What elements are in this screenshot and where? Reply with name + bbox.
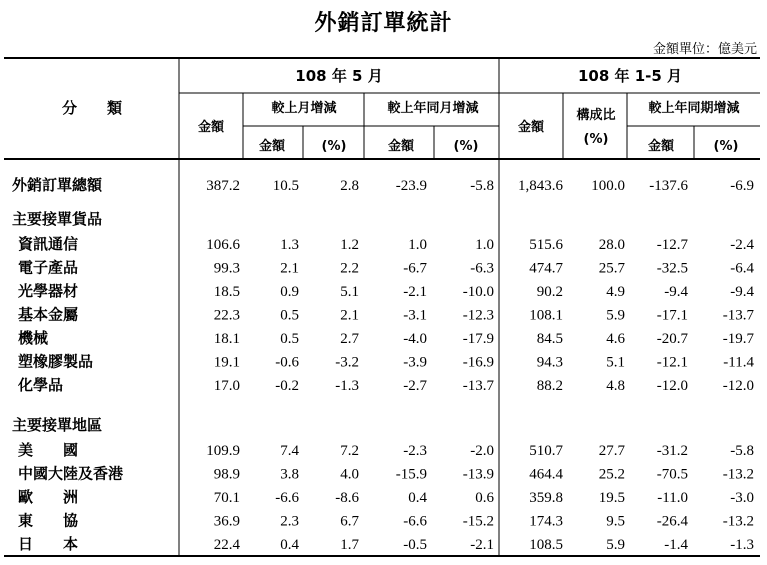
- table-cell: 22.4: [213, 537, 240, 553]
- table-cell: 36.9: [213, 513, 240, 530]
- table-cell: -4.0: [403, 331, 427, 347]
- row-label: 機械: [18, 329, 49, 347]
- table-cell: -32.5: [656, 260, 688, 277]
- table-cell: 5.9: [606, 537, 625, 553]
- table-cell: -2.4: [730, 237, 754, 253]
- table-cell: 464.4: [529, 466, 563, 483]
- table-cell: -13.9: [462, 466, 494, 483]
- table-cell: 88.2: [536, 378, 563, 394]
- table-cell: 25.2: [598, 466, 625, 483]
- table-cell: -1.3: [335, 378, 359, 394]
- table-cell: 0.6: [475, 490, 494, 506]
- header-vs-same-month: 較上年同月增減: [387, 101, 479, 116]
- table-cell: -16.9: [462, 354, 494, 371]
- table-cell: 359.8: [529, 490, 563, 506]
- table-cell: -2.3: [403, 443, 427, 459]
- table-cell: 5.1: [340, 284, 359, 300]
- table-cell: 7.4: [280, 443, 299, 459]
- table-cell: 4.0: [340, 466, 359, 483]
- table-cell: 1.2: [340, 237, 359, 253]
- subheader-pct: (%): [713, 139, 739, 154]
- header-vs-same-period: 較上年同期增減: [648, 101, 740, 116]
- row-label: 歐 洲: [18, 488, 79, 506]
- table-cell: 9.5: [606, 513, 625, 530]
- table-cell: 2.2: [340, 260, 359, 277]
- header-amount-ytd: 金額: [517, 120, 545, 135]
- table-cell: -26.4: [656, 513, 688, 530]
- subheader-amount: 金額: [647, 139, 675, 154]
- table-cell: 99.3: [213, 260, 240, 277]
- table-cell: -13.7: [462, 378, 494, 394]
- table-cell: 6.7: [340, 513, 359, 530]
- table-cell: 5.1: [606, 354, 625, 371]
- table-cell: -2.7: [403, 378, 427, 394]
- table-cell: 0.4: [408, 490, 427, 506]
- table-cell: -0.2: [275, 378, 299, 394]
- table-cell: 2.3: [280, 513, 299, 530]
- table-cell: -6.6: [403, 513, 427, 530]
- table-cell: 7.2: [340, 443, 359, 459]
- table-cell: -9.4: [664, 284, 688, 300]
- unit-note: 金額單位：億美元: [652, 42, 757, 57]
- table-cell: -15.2: [462, 513, 494, 530]
- table-cell: 1.7: [340, 537, 359, 553]
- table-cell: -12.0: [722, 378, 754, 394]
- row-label: 資訊通信: [18, 235, 79, 253]
- table-cell: 94.3: [536, 354, 563, 371]
- table-cell: -0.5: [403, 537, 427, 553]
- table-cell: -2.0: [470, 443, 494, 459]
- table-cell: 2.8: [340, 178, 359, 194]
- table-cell: 90.2: [536, 284, 563, 300]
- table-cell: -23.9: [395, 178, 427, 194]
- table-cell: 1.0: [408, 237, 427, 253]
- table-cell: 4.9: [606, 284, 625, 300]
- table-cell: -12.3: [462, 307, 494, 324]
- table-cell: -3.1: [403, 307, 427, 324]
- table-cell: -12.0: [656, 378, 688, 394]
- table-cell: 10.5: [272, 178, 299, 194]
- table-cell: -6.7: [403, 260, 427, 277]
- table-cell: 4.8: [606, 378, 625, 394]
- table-cell: 19.1: [213, 354, 240, 371]
- table-cell: -5.8: [730, 443, 754, 459]
- table-cell: 387.2: [206, 178, 240, 194]
- table-cell: 25.7: [598, 260, 625, 277]
- table-cell: -6.4: [730, 260, 754, 277]
- table-cell: 18.1: [213, 331, 240, 347]
- table-cell: 109.9: [206, 443, 240, 459]
- row-label: 美 國: [18, 441, 79, 459]
- row-label: 塑橡膠製品: [18, 352, 94, 371]
- table-cell: 106.6: [206, 237, 240, 253]
- section-title: 主要接單地區: [12, 416, 103, 434]
- table-cell: -6.6: [275, 490, 299, 506]
- row-label: 日 本: [18, 535, 79, 553]
- table-cell: 2.1: [280, 260, 299, 277]
- subheader-pct: (%): [321, 139, 347, 154]
- row-label: 化學品: [18, 376, 64, 394]
- table-cell: -17.1: [656, 307, 688, 324]
- section-title: 主要接單貨品: [12, 210, 103, 228]
- table-cell: -1.3: [730, 537, 754, 553]
- table-cell: 174.3: [529, 513, 563, 530]
- table-cell: -5.8: [470, 178, 494, 194]
- table-cell: -11.0: [657, 490, 688, 506]
- table-cell: 19.5: [598, 490, 625, 506]
- header-amount-month: 金額: [197, 120, 225, 135]
- row-label: 中國大陸及香港: [18, 464, 124, 483]
- header-share-pct: (%): [583, 132, 609, 147]
- table-cell: 474.7: [529, 260, 563, 277]
- table-cell: 2.7: [340, 331, 359, 347]
- table-cell: -20.7: [656, 331, 688, 347]
- table-cell: 1.0: [475, 237, 494, 253]
- table-cell: -13.2: [722, 513, 754, 530]
- table-cell: -15.9: [395, 466, 427, 483]
- table-cell: 27.7: [598, 443, 625, 459]
- table-cell: 0.5: [280, 307, 299, 324]
- table-cell: -17.9: [462, 331, 494, 347]
- table-cell: -10.0: [462, 284, 494, 300]
- table-cell: 1.3: [280, 237, 299, 253]
- table-cell: -9.4: [730, 284, 754, 300]
- total-row-label: 外銷訂單總額: [12, 176, 103, 194]
- subheader-amount: 金額: [258, 139, 286, 154]
- table-cell: 2.1: [340, 307, 359, 324]
- table-cell: -2.1: [470, 537, 494, 553]
- table-cell: 3.8: [280, 466, 299, 483]
- table-cell: -19.7: [722, 331, 754, 347]
- table-cell: -137.6: [649, 178, 688, 194]
- table-cell: -3.0: [730, 490, 754, 506]
- subheader-amount: 金額: [387, 139, 415, 154]
- table-cell: -0.6: [275, 354, 299, 371]
- table-cell: 17.0: [213, 378, 240, 394]
- row-label: 基本金屬: [18, 305, 79, 324]
- table-cell: 108.1: [529, 307, 563, 324]
- table-cell: -3.9: [403, 354, 427, 371]
- table-cell: -12.7: [656, 237, 688, 253]
- table-cell: 70.1: [213, 490, 240, 506]
- page-title: 外銷訂單統計: [314, 11, 453, 36]
- table-cell: 18.5: [213, 284, 240, 300]
- header-vs-last-month: 較上月增減: [271, 101, 337, 116]
- table-cell: 28.0: [598, 237, 625, 253]
- table-cell: -2.1: [403, 284, 427, 300]
- table-cell: -11.4: [723, 354, 754, 371]
- row-label: 東 協: [18, 511, 79, 530]
- header-group-month: 108 年 5 月: [295, 67, 383, 85]
- subheader-pct: (%): [453, 139, 479, 154]
- table-cell: -13.2: [722, 466, 754, 483]
- table-cell: 515.6: [529, 237, 563, 253]
- table-cell: 1,843.6: [518, 178, 563, 194]
- table-cell: -31.2: [656, 443, 688, 459]
- table-cell: -1.4: [664, 537, 688, 553]
- table-cell: -6.9: [730, 178, 754, 194]
- table-cell: -6.3: [470, 260, 494, 277]
- header-group-ytd: 108 年 1-5 月: [577, 67, 683, 85]
- row-label: 光學器材: [18, 282, 79, 300]
- table-cell: 5.9: [606, 307, 625, 324]
- table-cell: -70.5: [656, 466, 688, 483]
- header-share: 構成比: [576, 108, 616, 123]
- header-category: 分 類: [61, 99, 123, 117]
- table-cell: 510.7: [529, 443, 563, 459]
- table-cell: 4.6: [606, 331, 625, 347]
- table-cell: 84.5: [536, 331, 563, 347]
- table-cell: 0.9: [280, 284, 299, 300]
- table-cell: 98.9: [213, 466, 240, 483]
- table-cell: -12.1: [656, 354, 688, 371]
- table-cell: 22.3: [213, 307, 240, 324]
- table-cell: 108.5: [529, 537, 563, 553]
- table-cell: -3.2: [335, 354, 359, 371]
- table-cell: 0.4: [280, 537, 299, 553]
- row-label: 電子產品: [18, 258, 79, 277]
- table-cell: -8.6: [335, 490, 359, 506]
- table-cell: 100.0: [591, 178, 625, 194]
- table-cell: 0.5: [280, 331, 299, 347]
- table-cell: -13.7: [722, 307, 754, 324]
